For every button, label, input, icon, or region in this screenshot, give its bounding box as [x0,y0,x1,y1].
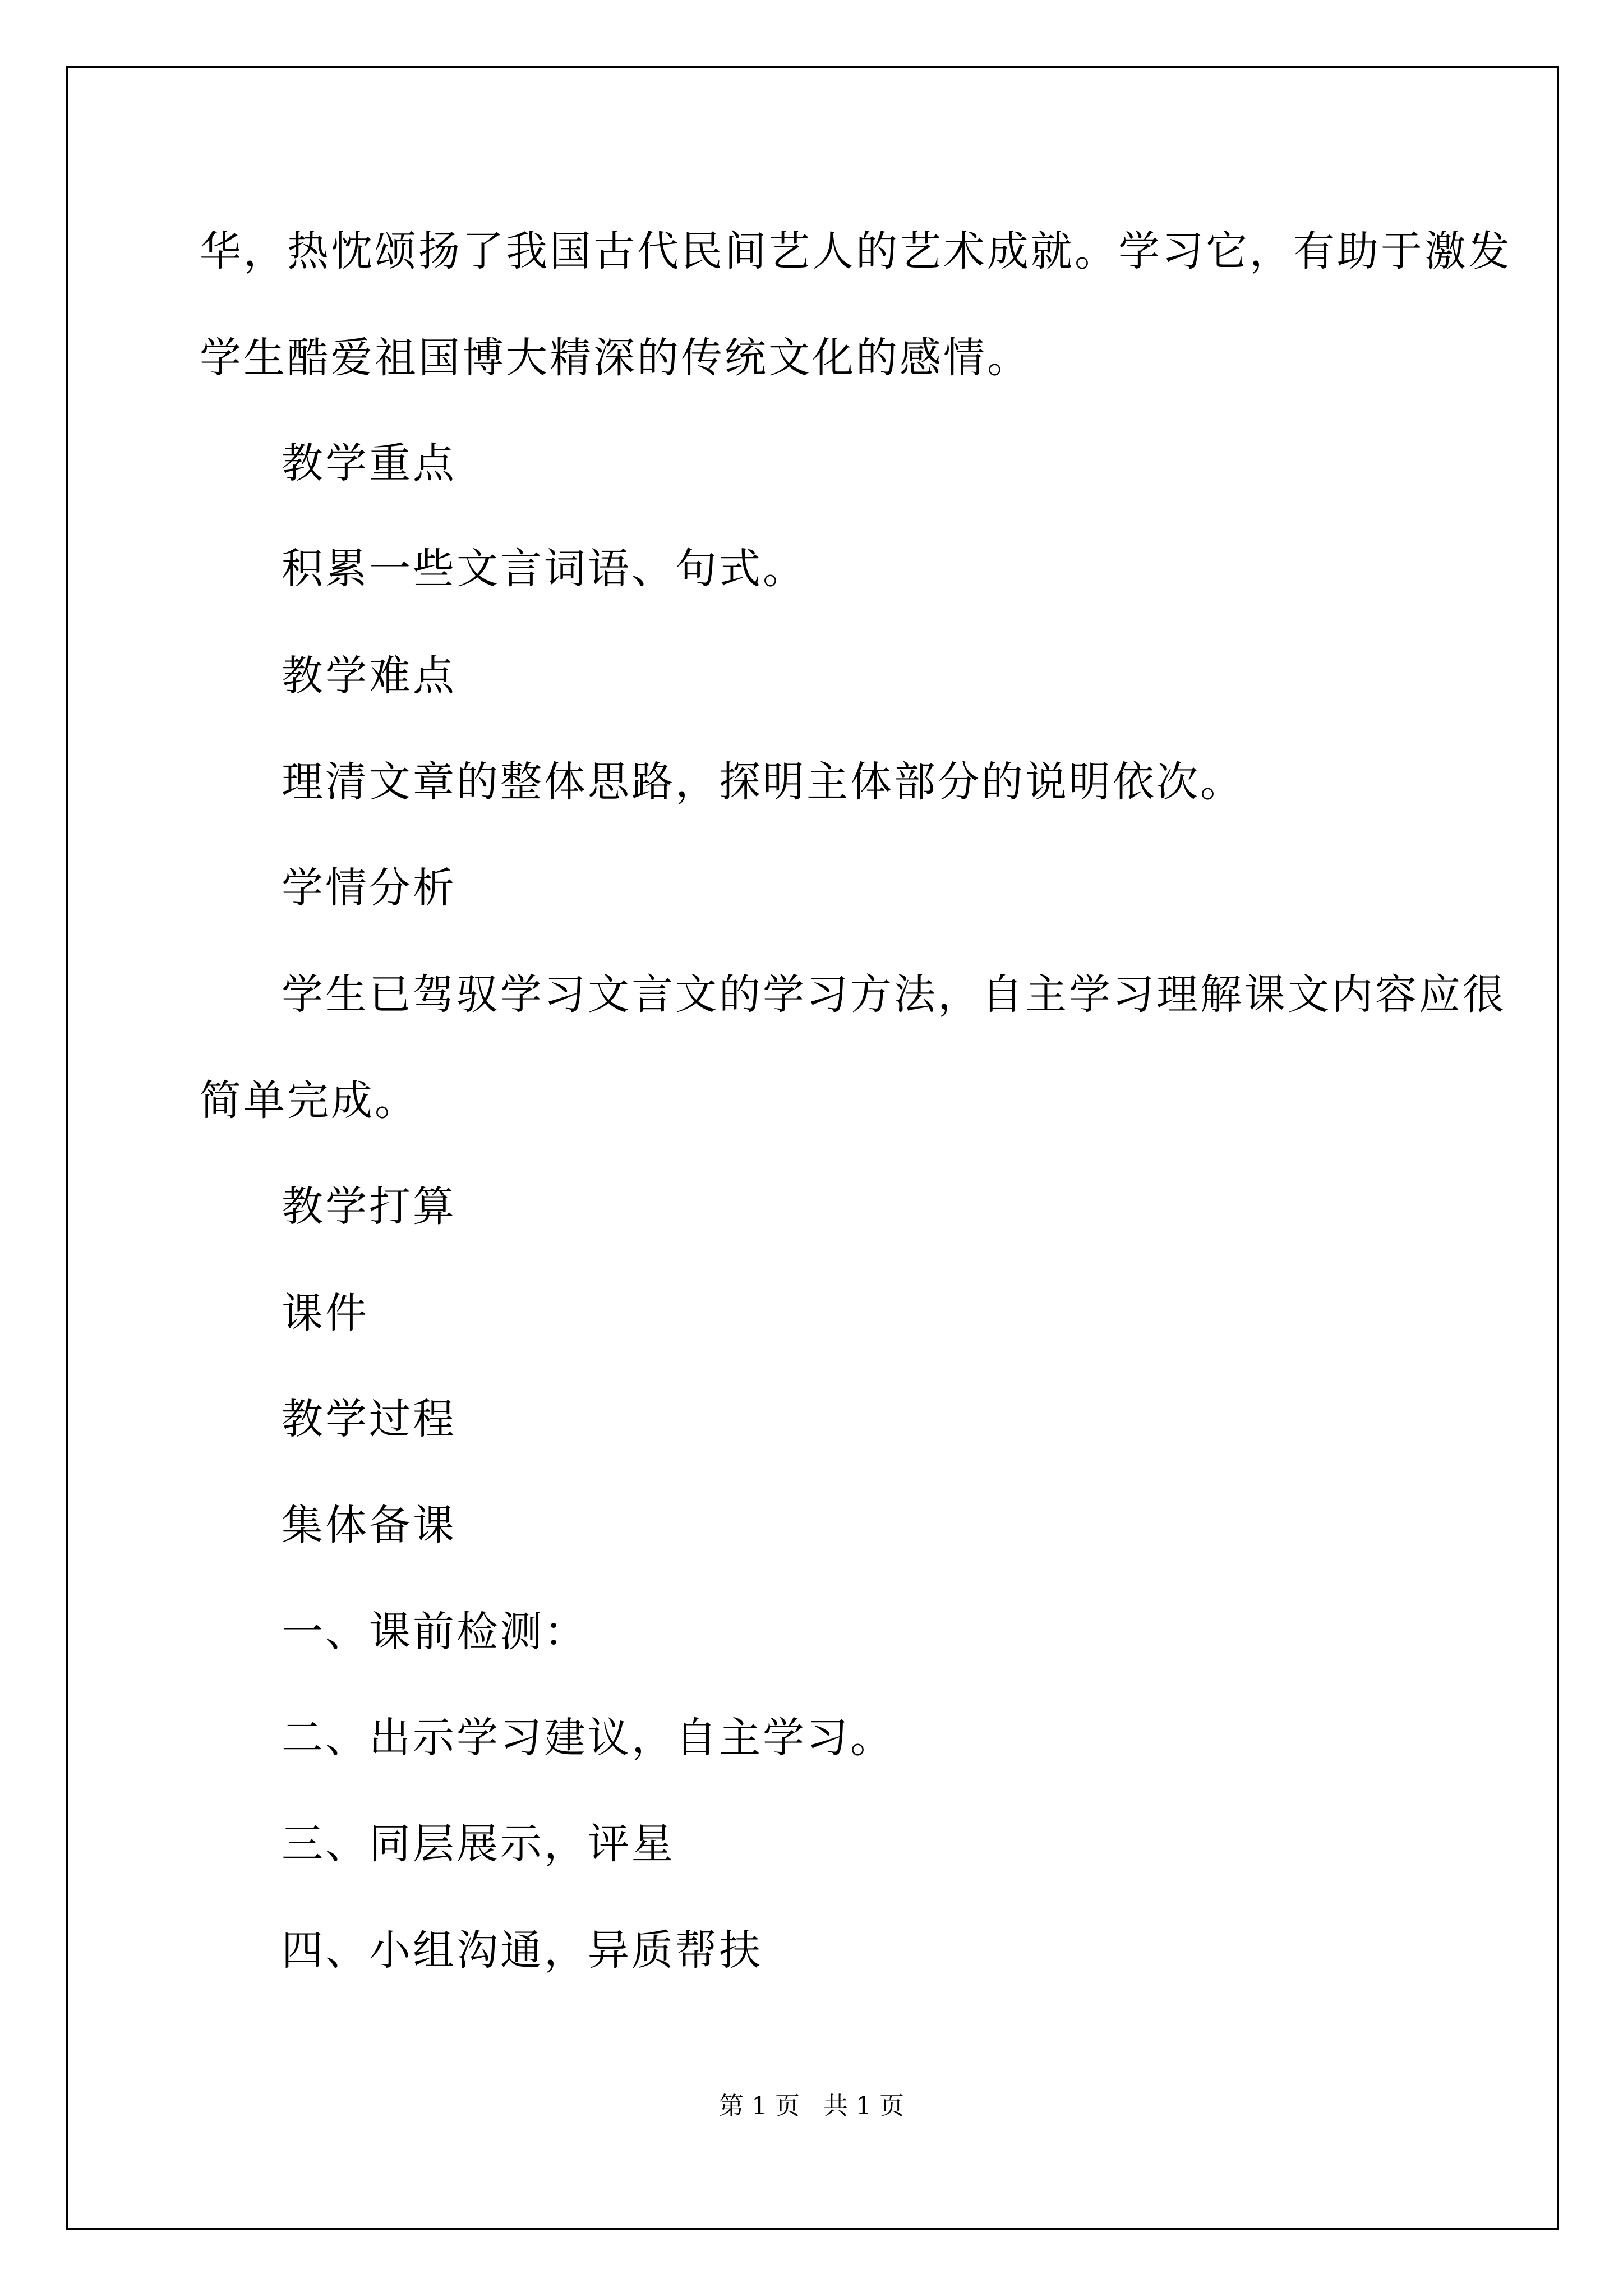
section-heading: 教学打算 [282,1182,457,1231]
section-heading: 教学难点 [282,652,457,700]
body-text-line: 集体备课 [282,1501,457,1549]
section-heading: 学情分析 [282,864,457,912]
list-item: 三、同层展示，评星 [282,1820,675,1868]
body-text-line: 学生酷爱祖国博大精深的传统文化的感情。 [200,334,1031,382]
section-heading: 教学过程 [282,1395,457,1443]
body-text-line: 学生已驾驭学习文言文的学习方法，自主学习理解课文内容应很 [282,970,1506,1019]
list-item: 一、课前检测： [282,1608,588,1656]
body-text-line: 华，热忱颂扬了我国古代民间艺人的艺术成就。学习它，有助于激发 [200,227,1512,275]
body-text-line: 简单完成。 [200,1076,418,1125]
section-heading: 教学重点 [282,439,457,487]
body-text-line: 积累一些文言词语、句式。 [282,545,806,593]
page-footer: 第 1 页 共 1 页 [719,2092,904,2120]
body-text-line: 课件 [282,1289,369,1337]
body-text-line: 理清文章的整体思路，探明主体部分的说明依次。 [282,758,1244,806]
list-item: 二、出示学习建议，自主学习。 [282,1714,894,1762]
page-border [66,66,1559,2230]
list-item: 四、小组沟通，异质帮扶 [282,1926,763,1975]
